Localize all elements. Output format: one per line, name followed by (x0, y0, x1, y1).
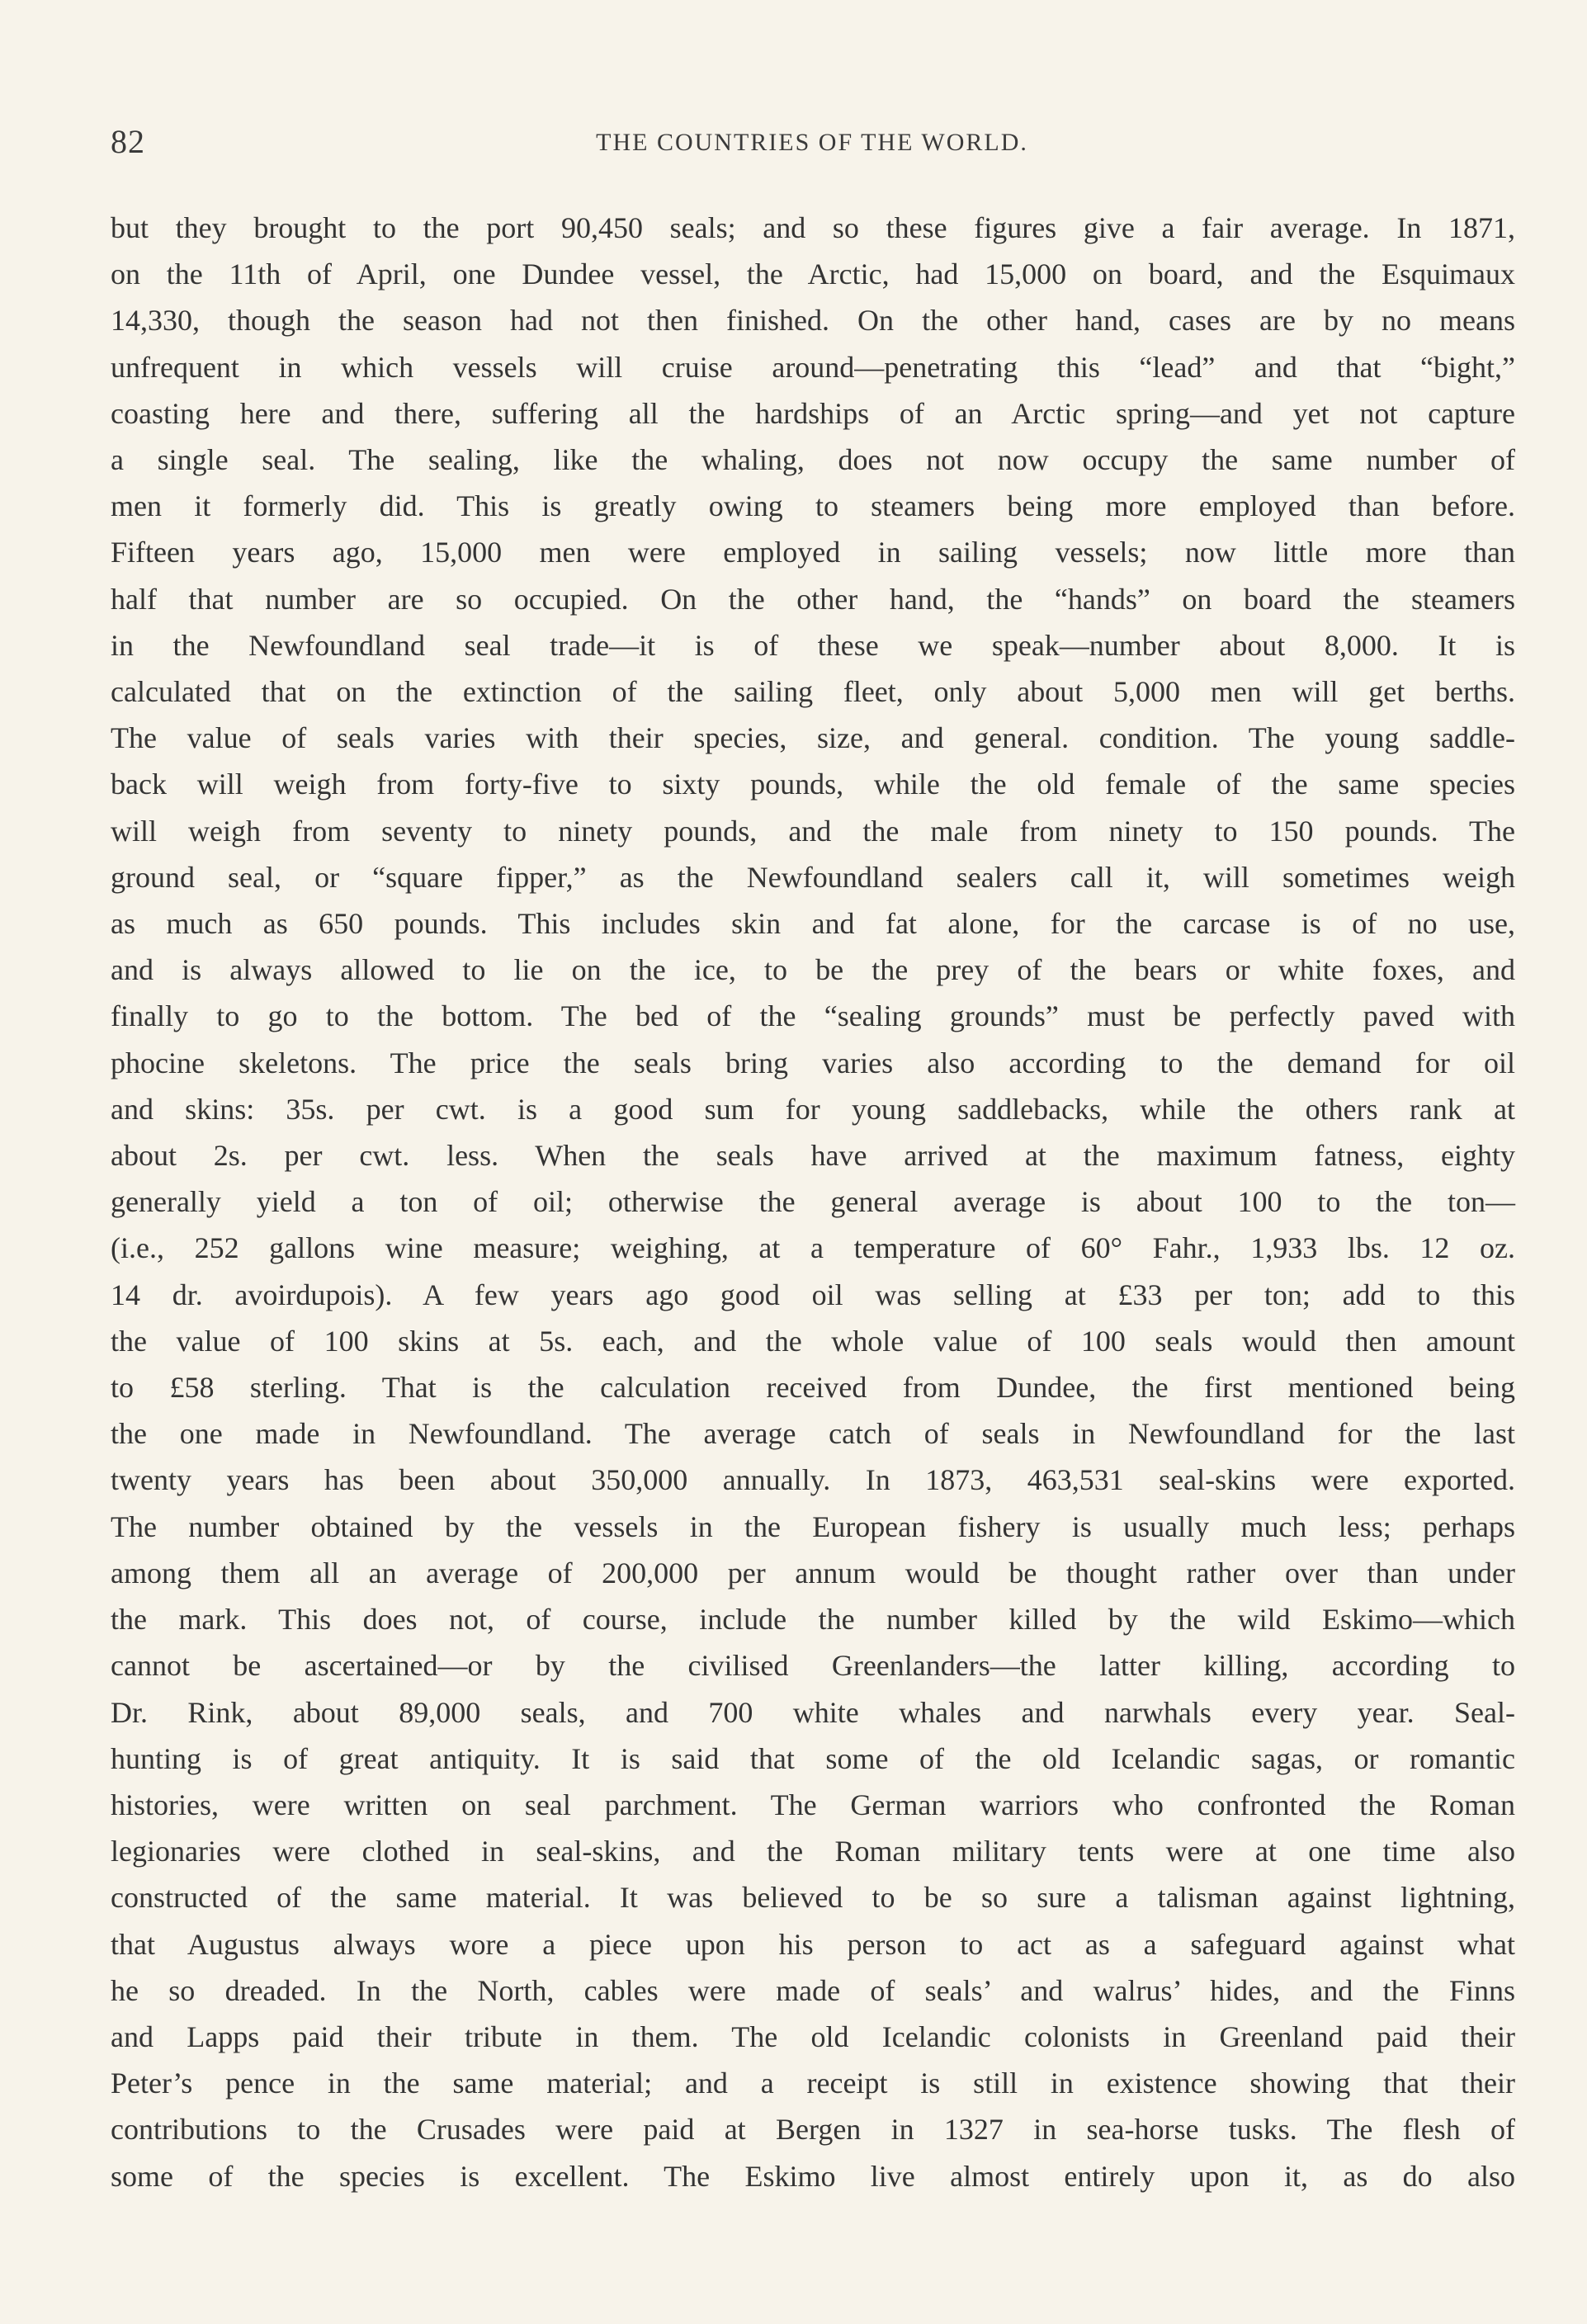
text-line: phocine skeletons. The price the seals bring varies also according to the demand for oil (111, 1046, 1515, 1079)
text-line: Peter’s pence in the same material; and a receipt is still in existence showing that their (111, 2067, 1515, 2100)
text-line: half that number are so occupied. On the other hand, the “hands” on board the steamers (111, 582, 1515, 616)
text-line: and Lapps paid their tribute in them. The old Icelandic colonists in Greenland paid their (111, 2019, 1515, 2053)
text-line: that Augustus always wore a piece upon his person to act as a safeguard against what (111, 1927, 1515, 1961)
text-line: will weigh from seventy to ninety pounds, and the male from ninety to 150 pounds. The (111, 814, 1515, 848)
text-line: about 2s. per cwt. less. When the seals have arrived at the maximum fatness, eighty (111, 1139, 1515, 1173)
text-line: the one made in Newfoundland. The average catch of seals in Newfoundland for the last (111, 1417, 1515, 1451)
text-line: back will weigh from forty-five to sixty pounds, while the old female of the same species (111, 768, 1515, 801)
text-line: legionaries were clothed in seal-skins, and the Roman military tents were at one time also (111, 1835, 1515, 1868)
page-number: 82 (111, 123, 145, 160)
text-line: hunting is of great antiquity. It is said that some of the old Icelandic sagas, or romantic (111, 1741, 1515, 1775)
text-line: Fifteen years ago, 15,000 men were employed in sailing vessels; now little more than (111, 536, 1515, 569)
text-line: as much as 650 pounds. This includes skin and fat alone, for the carcase is of no use, (111, 907, 1515, 941)
text-line: but they brought to the port 90,450 seals; and so these figures give a fair average. In 1871, (111, 211, 1515, 244)
text-line: to £58 sterling. That is the calculation received from Dundee, the first mentioned being (111, 1371, 1515, 1405)
running-title: THE COUNTRIES OF THE WORLD. (596, 129, 1028, 156)
text-line: The number obtained by the vessels in the European fishery is usually much less; perhaps (111, 1509, 1515, 1543)
page-header (111, 122, 1514, 172)
text-line: unfrequent in which vessels will cruise around—penetrating this “lead” and that “bight,” (111, 350, 1515, 384)
text-line: histories, were written on seal parchment. The German warriors who confronted the Roman (111, 1788, 1515, 1821)
text-line: The value of seals varies with their species, size, and general. condition. The young saddle- (111, 721, 1515, 755)
text-line: he so dreaded. In the North, cables were made of seals’ and walrus’ hides, and the Finns (111, 1973, 1515, 2007)
text-line: twenty years has been about 350,000 annually. In 1873, 463,531 seal-skins were exported. (111, 1463, 1515, 1497)
text-line: in the Newfoundland seal trade—it is of these we speak—number about 8,000. It is (111, 628, 1515, 662)
text-line: 14,330, though the season had not then finished. On the other hand, cases are by no means (111, 304, 1515, 338)
text-line: on the 11th of April, one Dundee vessel, the Arctic, had 15,000 on board, and the Esquimaux (111, 257, 1515, 291)
text-line: a single seal. The sealing, like the whaling, does not now occupy the same number of (111, 443, 1515, 477)
text-line: 14 dr. avoirdupois). A few years ago good oil was selling at £33 per ton; add to this (111, 1278, 1515, 1311)
text-line: and skins: 35s. per cwt. is a good sum for young saddlebacks, while the others rank at (111, 1092, 1515, 1126)
text-line: the mark. This does not, of course, include the number killed by the wild Eskimo—which (111, 1603, 1515, 1637)
text-line: among them all an average of 200,000 per annum would be thought rather over than under (111, 1556, 1515, 1589)
text-line: (i.e., 252 gallons wine measure; weighing, at a temperature of 60° Fahr., 1,933 lbs. 12 oz. (111, 1231, 1515, 1265)
text-line: cannot be ascertained—or by the civilised Greenlanders—the latter killing, according to (111, 1649, 1515, 1683)
body-text (111, 205, 1515, 2199)
text-line: contributions to the Crusades were paid at Bergen in 1327 in sea-horse tusks. The flesh of (111, 2113, 1515, 2147)
text-line: calculated that on the extinction of the sailing fleet, only about 5,000 men will get berths. (111, 675, 1515, 709)
text-line: the value of 100 skins at 5s. each, and the whole value of 100 seals would then amount (111, 1324, 1515, 1358)
text-line: Dr. Rink, about 89,000 seals, and 700 white whales and narwhals every year. Seal- (111, 1695, 1515, 1729)
text-line: ground seal, or “square fipper,” as the Newfoundland sealers call it, will sometimes weigh (111, 860, 1515, 894)
text-line: coasting here and there, suffering all the hardships of an Arctic spring—and yet not capture (111, 396, 1515, 430)
text-line: and is always allowed to lie on the ice, to be the prey of the bears or white foxes, and (111, 953, 1515, 987)
text-line: generally yield a ton of oil; otherwise the general average is about 100 to the ton— (111, 1185, 1515, 1219)
text-line: men it formerly did. This is greatly owing to steamers being more employed than before. (111, 489, 1515, 523)
text-line: some of the species is excellent. The Eskimo live almost entirely upon it, as do also (111, 2159, 1515, 2193)
text-line: finally to go to the bottom. The bed of the “sealing grounds” must be perfectly paved with (111, 999, 1515, 1033)
text-line: constructed of the same material. It was believed to be so sure a talisman against lightning, (111, 1881, 1515, 1915)
